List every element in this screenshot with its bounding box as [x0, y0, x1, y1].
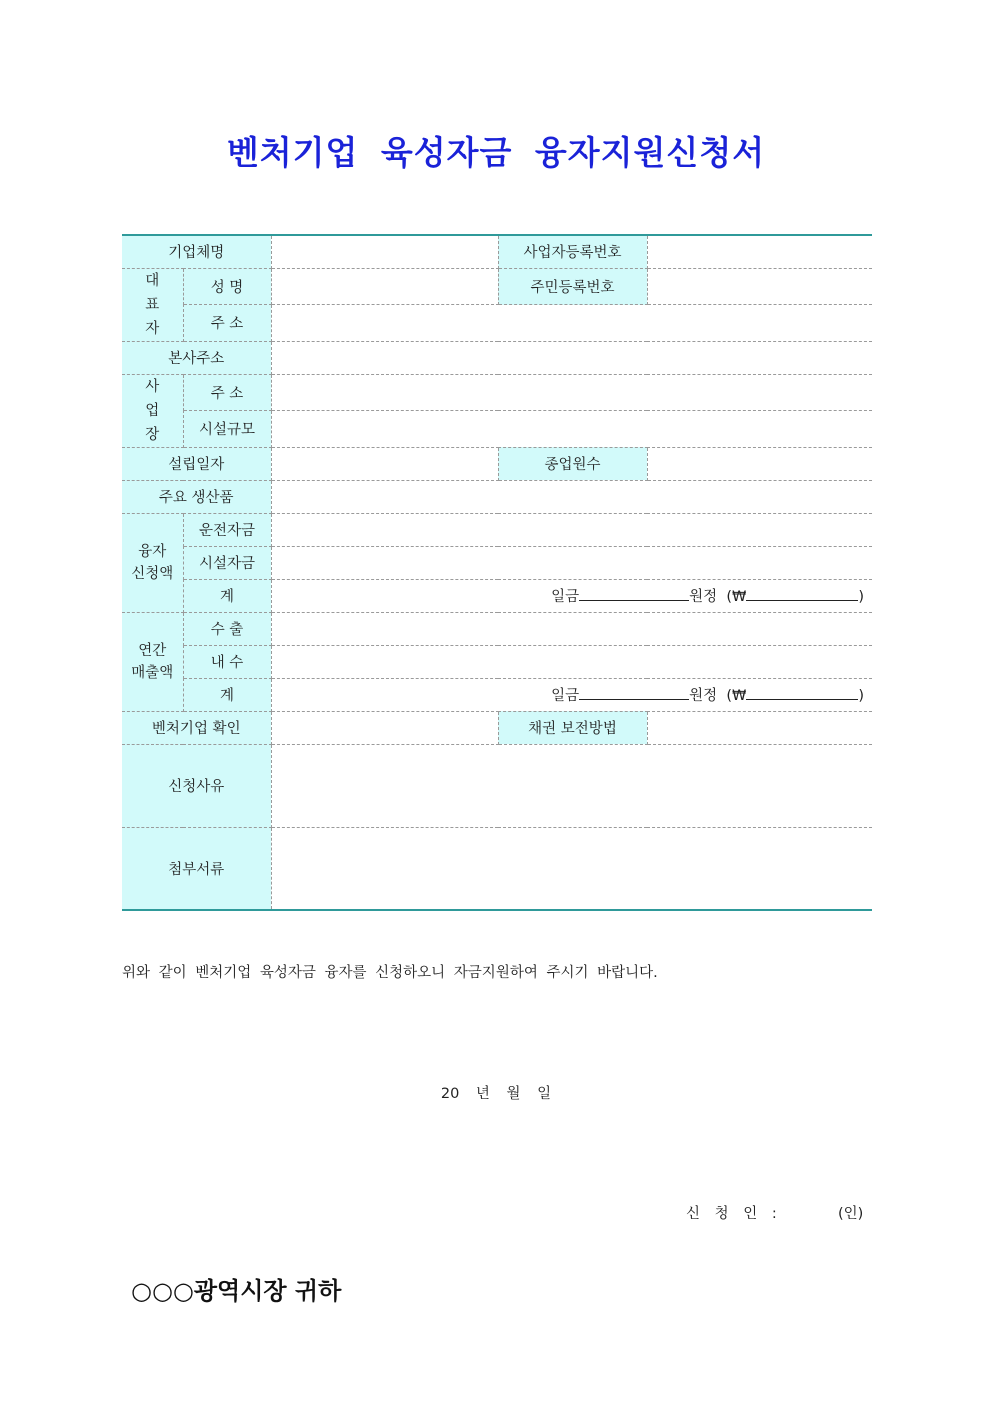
facility-fund-label: 시설자금 [183, 546, 271, 579]
sales-total-label: 계 [183, 678, 271, 711]
row-loan-total [122, 579, 872, 612]
bond-security-field[interactable] [647, 711, 872, 744]
row-workplace-address [122, 374, 872, 411]
row-reason [122, 744, 872, 827]
export-field[interactable] [271, 612, 872, 645]
operating-fund-label: 운전자금 [183, 513, 271, 546]
row-venture [122, 711, 872, 744]
domestic-label: 내 수 [183, 645, 271, 678]
application-form-table [122, 234, 872, 911]
row-rep-name [122, 268, 872, 305]
row-company [122, 235, 872, 268]
company-name-field[interactable] [271, 235, 498, 268]
amount-won-blank[interactable] [746, 684, 858, 700]
attachments-field[interactable] [271, 827, 872, 910]
row-export [122, 612, 872, 645]
row-attachments [122, 827, 872, 910]
workplace-address-label: 주 소 [183, 374, 271, 411]
loan-total-label: 계 [183, 579, 271, 612]
representative-group-label [122, 268, 183, 341]
document-title: 벤처기업 육성자금 융자지원신청서 [226, 133, 766, 172]
employee-count-label: 종업원수 [498, 447, 647, 480]
amount-korean-blank[interactable] [579, 684, 689, 700]
business-reg-no-field[interactable] [647, 235, 872, 268]
facility-scale-label: 시설규모 [183, 411, 271, 448]
resident-reg-no-label: 주민등록번호 [498, 268, 647, 305]
workplace-group-label [122, 374, 183, 447]
amount-suffix: ) [858, 688, 864, 704]
amount-prefix: 일금 [551, 688, 580, 704]
bond-security-label: 채권 보전방법 [498, 711, 647, 744]
addressee: ○○○광역시장 귀하 [131, 1277, 342, 1305]
venture-confirm-field[interactable] [271, 711, 498, 744]
loan-amount-group-text: 융자 신청액 [131, 543, 174, 582]
seal-label: (인) [838, 1206, 864, 1222]
amount-mid: 원정 (₩ [689, 589, 747, 605]
annual-sales-group-label [122, 612, 183, 711]
amount-won-blank[interactable] [746, 585, 858, 601]
representative-group-text: 대 표 자 [145, 272, 160, 337]
rep-name-label: 성 명 [183, 268, 271, 305]
loan-total-field[interactable] [271, 579, 872, 612]
facility-fund-field[interactable] [271, 546, 872, 579]
domestic-field[interactable] [271, 645, 872, 678]
head-office-address-label: 본사주소 [122, 341, 271, 374]
amount-prefix: 일금 [551, 589, 580, 605]
row-rep-address [122, 305, 872, 342]
attachments-label: 첨부서류 [122, 827, 271, 910]
business-reg-no-label: 사업자등록번호 [498, 235, 647, 268]
established-date-label: 설립일자 [122, 447, 271, 480]
amount-korean-blank[interactable] [579, 585, 689, 601]
sales-total-field[interactable] [271, 678, 872, 711]
operating-fund-field[interactable] [271, 513, 872, 546]
rep-address-field[interactable] [271, 305, 872, 342]
amount-suffix: ) [858, 589, 864, 605]
annual-sales-group-text: 연간 매출액 [131, 642, 174, 681]
row-domestic [122, 645, 872, 678]
row-head-office [122, 341, 872, 374]
applicant-label: 신 청 인 : [686, 1206, 782, 1222]
loan-amount-group-label [122, 513, 183, 612]
date-line: 20 년 월 일 [440, 1086, 552, 1102]
row-main-products [122, 480, 872, 513]
facility-scale-field[interactable] [271, 411, 872, 448]
row-facility-fund [122, 546, 872, 579]
company-name-label: 기업체명 [122, 235, 271, 268]
row-sales-total [122, 678, 872, 711]
amount-mid: 원정 (₩ [689, 688, 747, 704]
reason-field[interactable] [271, 744, 872, 827]
employee-count-field[interactable] [647, 447, 872, 480]
row-operating-fund [122, 513, 872, 546]
workplace-group-text: 사 업 장 [145, 378, 160, 443]
venture-confirm-label: 벤처기업 확인 [122, 711, 271, 744]
export-label: 수 출 [183, 612, 271, 645]
main-products-field[interactable] [271, 480, 872, 513]
workplace-address-field[interactable] [271, 374, 872, 411]
reason-label: 신청사유 [122, 744, 271, 827]
application-statement: 위와 같이 벤처기업 육성자금 융자를 신청하오니 자금지원하여 주시기 바랍니다. [122, 965, 658, 981]
row-established [122, 447, 872, 480]
rep-address-label: 주 소 [183, 305, 271, 342]
rep-name-field[interactable] [271, 268, 498, 305]
main-products-label: 주요 생산품 [122, 480, 271, 513]
established-date-field[interactable] [271, 447, 498, 480]
head-office-address-field[interactable] [271, 341, 872, 374]
resident-reg-no-field[interactable] [647, 268, 872, 305]
row-facility-scale [122, 411, 872, 448]
